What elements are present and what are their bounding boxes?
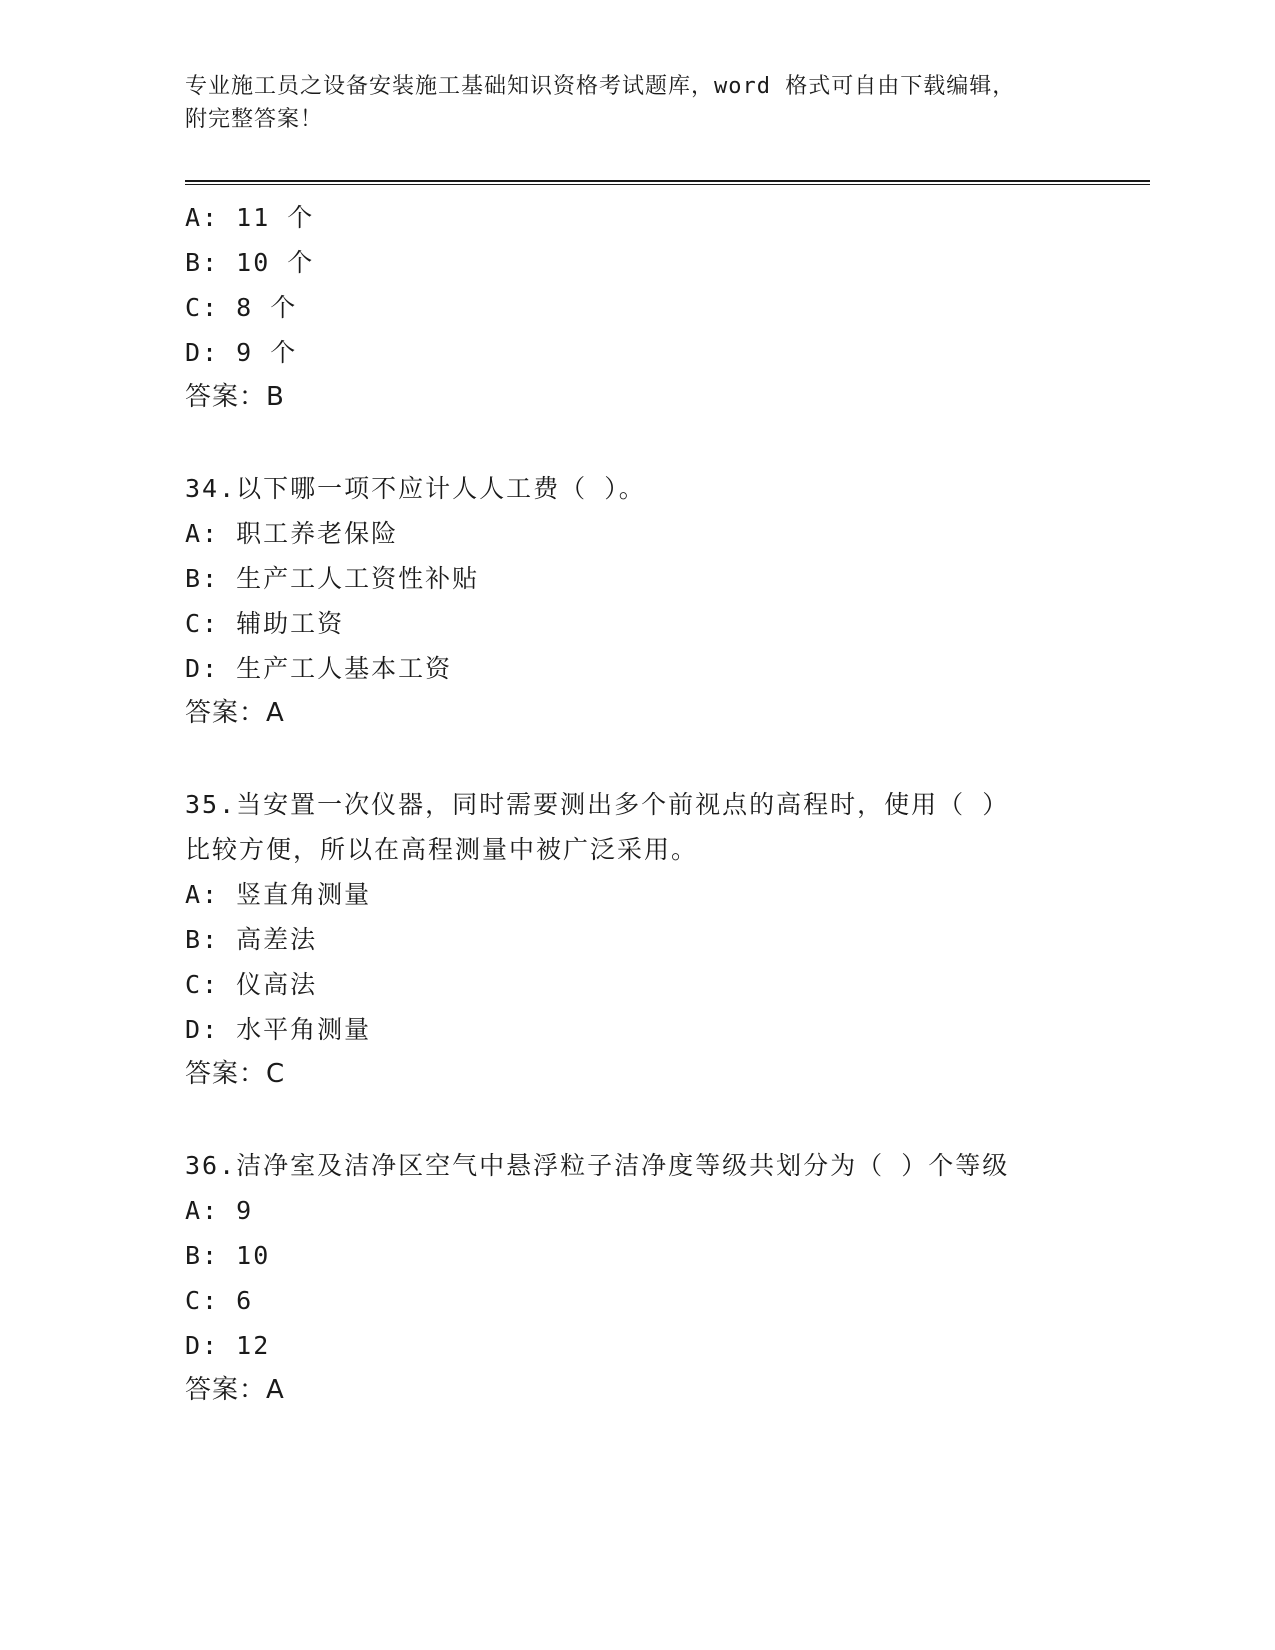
option-a: A: 职工养老保险 <box>185 519 399 548</box>
option-d: D: 水平角测量 <box>185 1015 372 1044</box>
option-c: C: 仪高法 <box>185 970 318 999</box>
option-b: B: 10 <box>185 1241 271 1270</box>
header-line-1: 专业施工员之设备安装施工基础知识资格考试题库，word 格式可自由下载编辑， <box>185 74 1016 99</box>
answer-36: 答案：A <box>185 1375 285 1405</box>
option-d: D: 生产工人基本工资 <box>185 654 453 683</box>
question-34 <box>185 466 1145 736</box>
question-34-text: 34.以下哪一项不应计人人工费（ ）。 <box>185 474 646 503</box>
option-d: D: 9 个 <box>185 338 298 367</box>
question-35-text-line-1: 35.当安置一次仪器，同时需要测出多个前视点的高程时，使用（ ） <box>185 790 1010 819</box>
answer-35: 答案：C <box>185 1059 286 1089</box>
header-divider <box>185 180 1150 185</box>
option-a: A: 11 个 <box>185 203 315 232</box>
option-b: B: 10 个 <box>185 248 315 277</box>
option-c: C: 6 <box>185 1286 254 1315</box>
question-33-options <box>185 195 1145 420</box>
answer-34: 答案：A <box>185 698 285 728</box>
question-35-text-line-2: 比较方便，所以在高程测量中被广泛采用。 <box>185 835 699 864</box>
option-c: C: 辅助工资 <box>185 609 345 638</box>
option-c: C: 8 个 <box>185 293 298 322</box>
document-page <box>185 70 1145 1413</box>
question-36 <box>185 1143 1145 1413</box>
option-a: A: 9 <box>185 1196 254 1225</box>
option-a: A: 竖直角测量 <box>185 880 372 909</box>
question-36-text: 36.洁净室及洁净区空气中悬浮粒子洁净度等级共划分为（ ）个等级 <box>185 1151 1010 1180</box>
header-line-2: 附完整答案！ <box>185 107 324 132</box>
option-d: D: 12 <box>185 1331 271 1360</box>
answer-33: 答案：B <box>185 382 285 412</box>
question-35 <box>185 782 1145 1097</box>
option-b: B: 生产工人工资性补贴 <box>185 564 480 593</box>
document-header <box>185 70 1145 136</box>
option-b: B: 高差法 <box>185 925 318 954</box>
